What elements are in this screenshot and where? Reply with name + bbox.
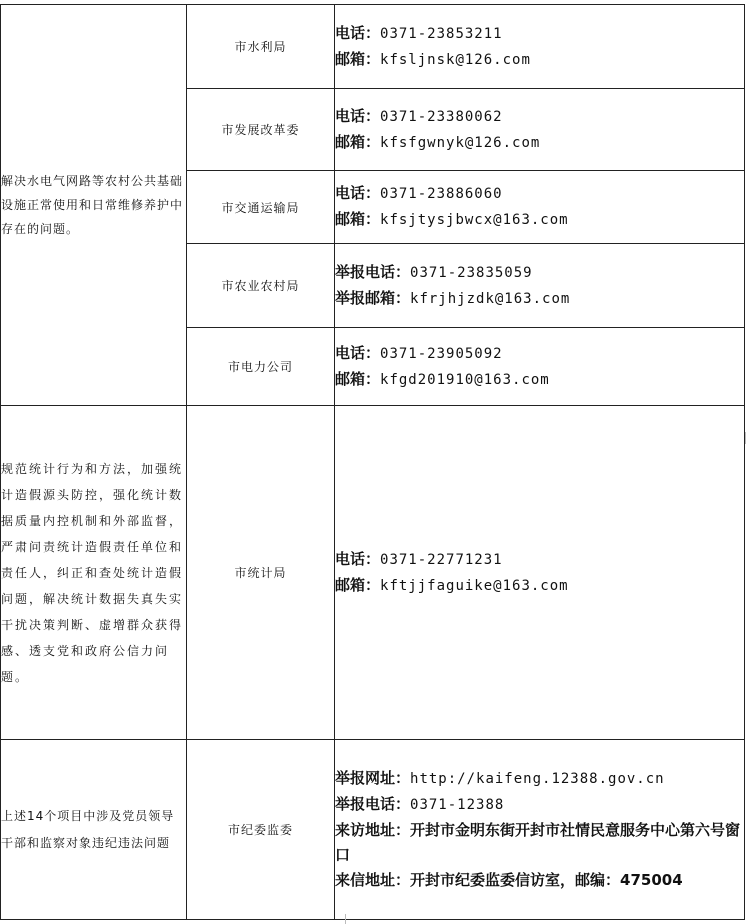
contact-label: 举报电话： (335, 262, 411, 281)
phone-number: 0371-22771231 (380, 551, 503, 568)
page-edge-mark (345, 914, 346, 924)
contact-label: 邮箱： (335, 575, 381, 594)
contact-label: 邮箱： (335, 210, 381, 228)
issue-description: 上述14个项目中涉及党员领导干部和监察对象违纪违法问题 (1, 740, 187, 920)
table-row (1, 406, 745, 740)
department-name: 市统计局 (187, 406, 335, 740)
phone-number: 0371-12388 (410, 797, 505, 813)
website-url: http://kaifeng.12388.gov.cn (410, 771, 665, 787)
issue-description: 解决水电气网路等农村公共基础设施正常使用和日常维修养护中存在的问题。 (1, 5, 187, 406)
department-name: 市发展改革委 (187, 89, 335, 171)
contact-label: 邮箱： (335, 132, 381, 151)
issue-description: 规范统计行为和方法，加强统计造假源头防控，强化统计数据质量内控机制和外部监督，严肃问责统计造假责任单位和责任人，纠正和查处统计造假问题，解决统计数据失真失实干扰决策判断、虚增群众获得感、透支党和政府公信力问题。 (1, 406, 187, 740)
contact-label: 来访地址： (335, 821, 411, 839)
email-address: kfsjtysjbwcx@163.com (380, 212, 569, 228)
department-name: 市水利局 (187, 5, 335, 89)
department-name: 市交通运输局 (187, 171, 335, 244)
contact-label: 电话： (335, 23, 381, 42)
email-address: kfrjhjzdk@163.com (410, 290, 571, 307)
contact-info (335, 171, 745, 244)
contact-info (335, 406, 745, 740)
contact-label: 电话： (335, 184, 381, 202)
department-name: 市农业农村局 (187, 244, 335, 328)
table-row (1, 5, 745, 89)
contact-label: 电话： (335, 549, 381, 568)
contact-label: 举报网址： (335, 769, 411, 787)
contact-info (335, 740, 745, 920)
mail-address: 开封市纪委监委信访室，邮编：475004 (410, 871, 683, 889)
email-address: kfsljnsk@126.com (380, 51, 531, 68)
phone-number: 0371-23380062 (380, 108, 503, 125)
contact-info (335, 89, 745, 171)
phone-number: 0371-23886060 (380, 186, 503, 202)
contact-label: 举报电话： (335, 795, 411, 813)
phone-number: 0371-23835059 (410, 264, 533, 281)
contact-label: 电话： (335, 106, 381, 125)
contact-info (335, 244, 745, 328)
contact-label: 邮箱： (335, 369, 381, 388)
contact-label: 电话： (335, 343, 381, 362)
contact-label: 邮箱： (335, 49, 381, 68)
contact-info (335, 328, 745, 406)
contact-label: 来信地址： (335, 871, 411, 889)
contact-label: 举报邮箱： (335, 288, 411, 307)
department-name: 市电力公司 (187, 328, 335, 406)
email-address: kfgd201910@163.com (380, 371, 550, 388)
visit-address: 开封市金明东街开封市社情民意服务中心第六号窗口 (335, 821, 741, 864)
department-name: 市纪委监委 (187, 740, 335, 920)
supervision-contact-table (0, 4, 745, 920)
phone-number: 0371-23905092 (380, 345, 503, 362)
table-row (1, 740, 745, 920)
page-edge-mark (745, 432, 746, 444)
email-address: kfsfgwnyk@126.com (380, 134, 541, 151)
phone-number: 0371-23853211 (380, 25, 503, 42)
contact-info (335, 5, 745, 89)
email-address: kftjjfaguike@163.com (380, 577, 569, 594)
